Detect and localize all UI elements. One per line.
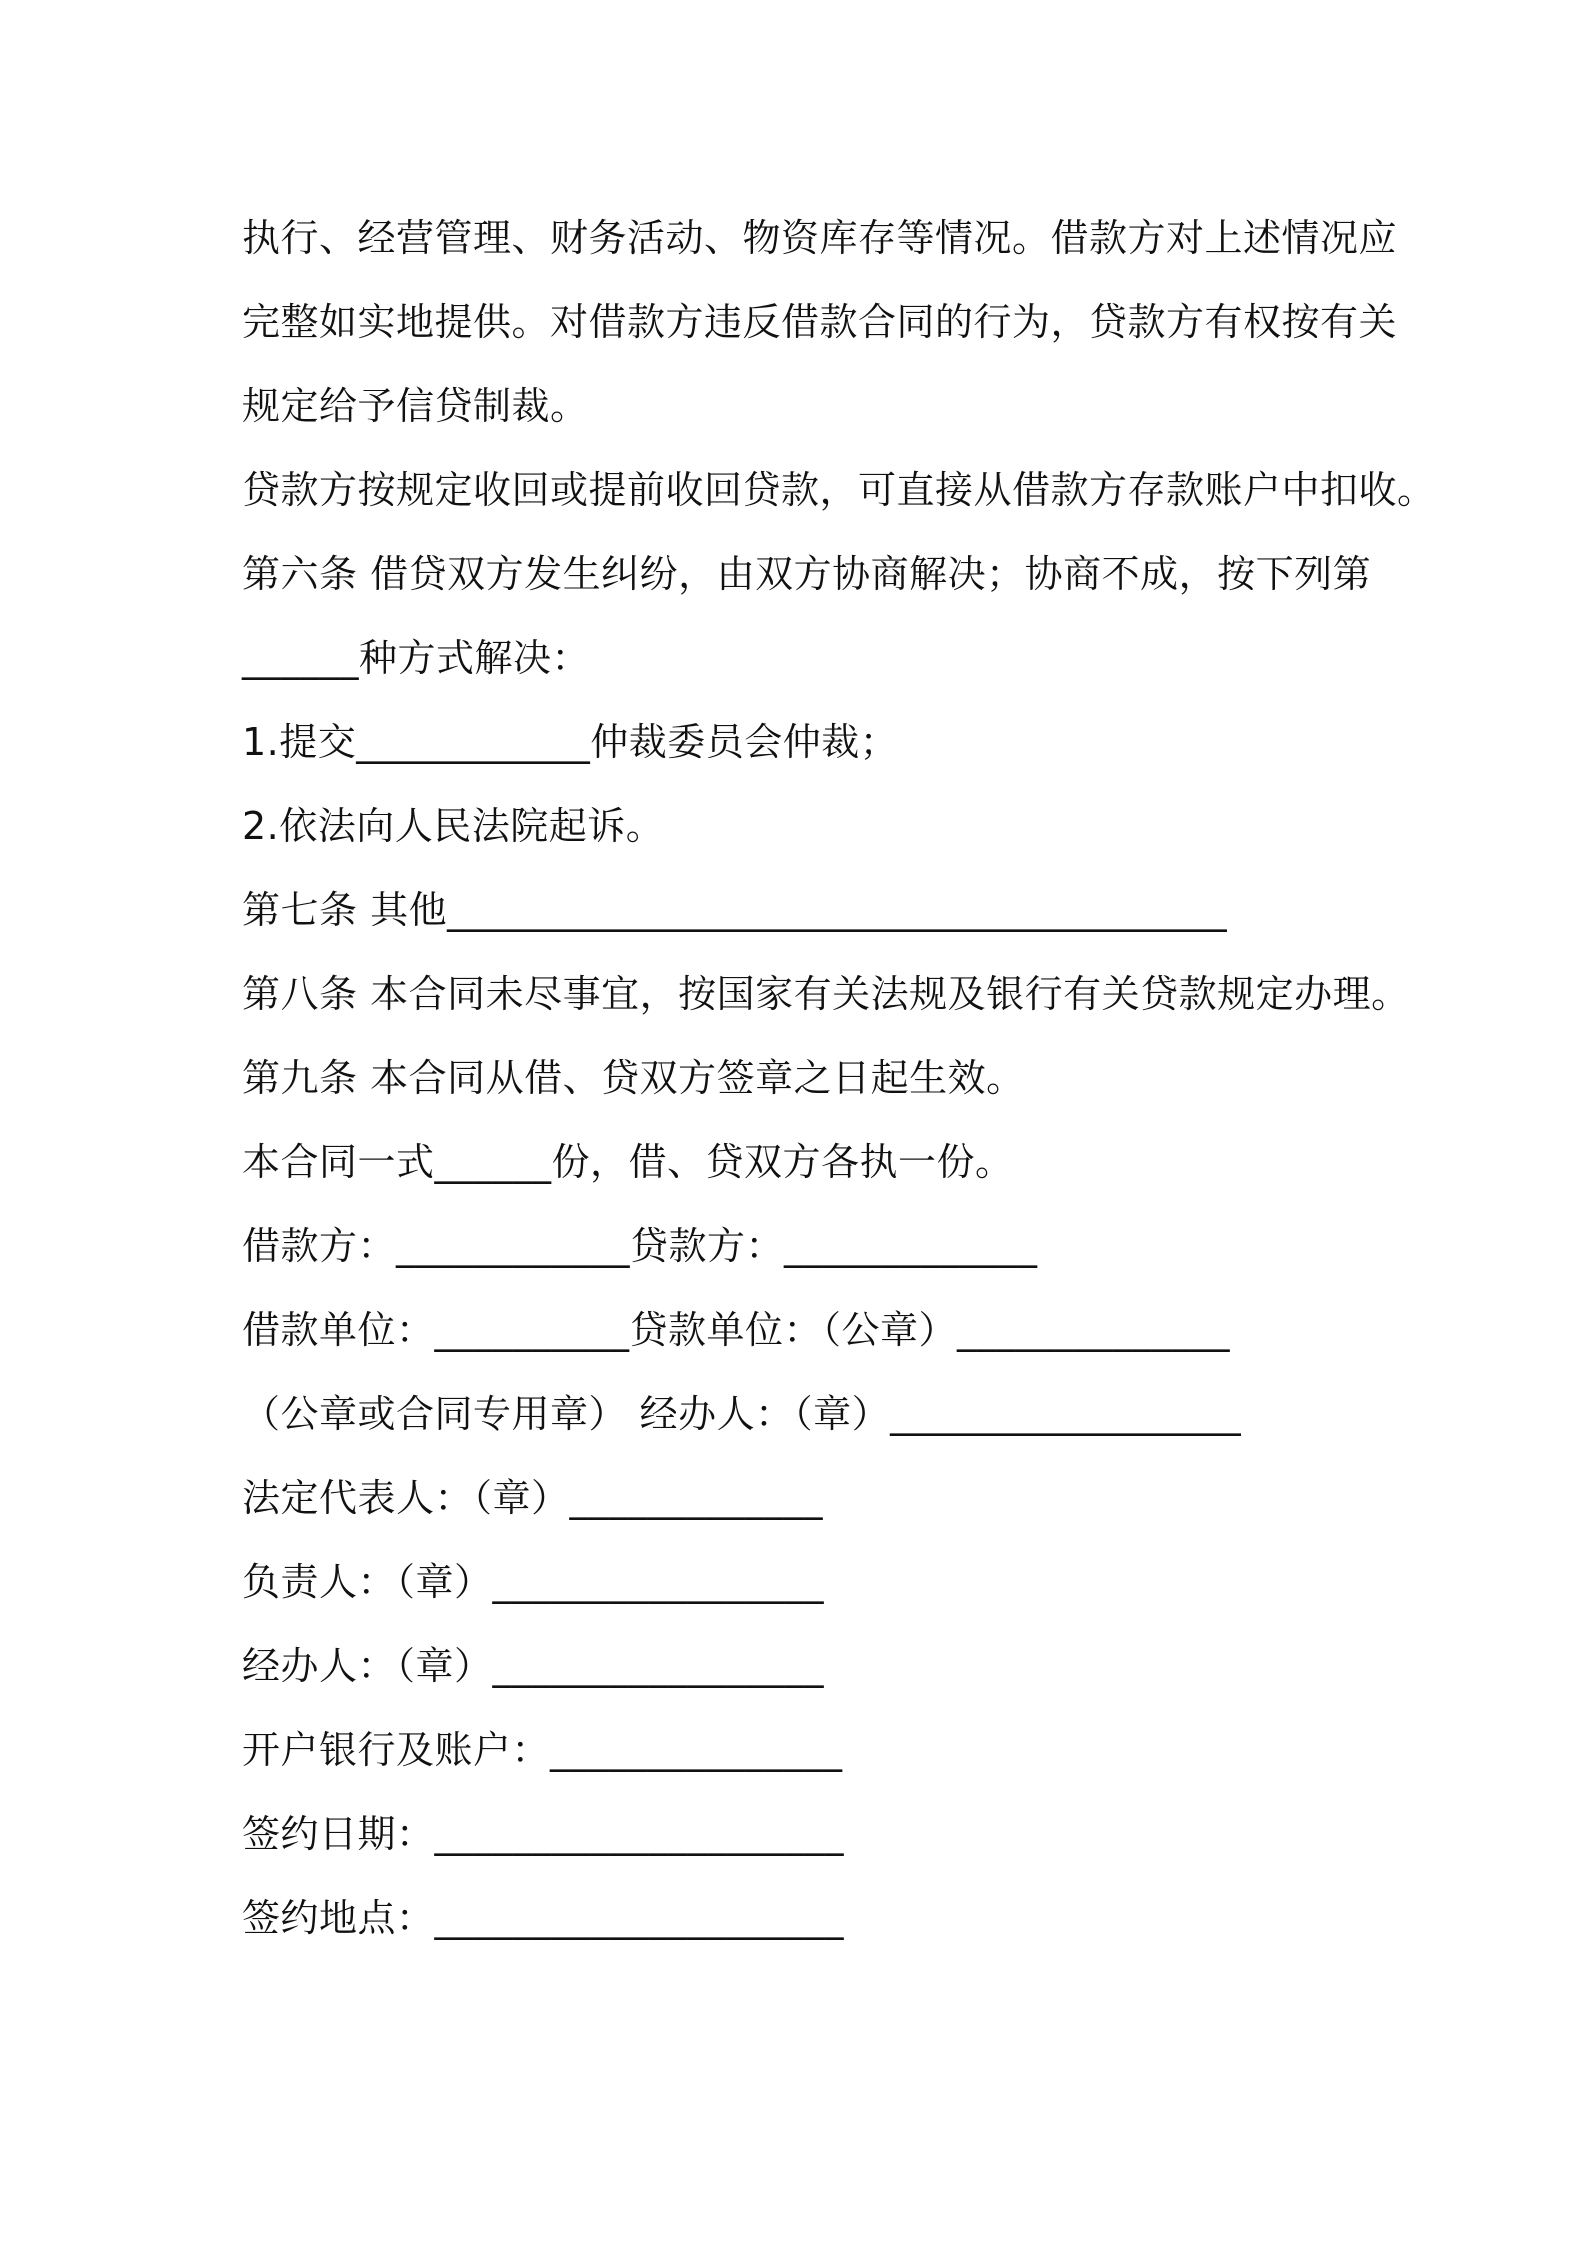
legal-representative-line: 法定代表人：（章）_____________ [242,1476,824,1520]
document-body [242,196,1542,1960]
article-6-line-2: ______种方式解决： [242,636,591,680]
article-8: 第八条 本合同未尽事宜，按国家有关法规及银行有关贷款规定办理。 [242,972,1410,1016]
repayment-clause: 贷款方按规定收回或提前收回贷款，可直接从借款方存款账户中扣收。 [242,468,1436,512]
seal-handler-line: （公章或合同专用章） 经办人：（章）__________________ [242,1392,1242,1436]
dispute-option-1: 1.提交____________仲裁委员会仲裁； [242,720,899,764]
article-6-line-1: 第六条 借贷双方发生纠纷，由双方协商解决；协商不成，按下列第 [242,552,1372,596]
borrower-lender-line: 借款方：____________贷款方：_____________ [242,1224,1038,1268]
body-line-1: 执行、经营管理、财务活动、物资库存等情况。借款方对上述情况应 [242,216,1398,260]
borrowing-lending-unit-line: 借款单位：__________贷款单位：（公章）______________ [242,1308,1231,1352]
handler-line: 经办人：（章）_________________ [242,1644,825,1688]
article-7: 第七条 其他________________________________________ [242,888,1228,932]
bank-account-line: 开户银行及账户：_______________ [242,1728,843,1772]
body-line-3: 规定给予信贷制裁。 [242,384,589,428]
copies-clause: 本合同一式______份，借、贷双方各执一份。 [242,1140,1014,1184]
signing-date-line: 签约日期：_____________________ [242,1812,845,1856]
responsible-person-line: 负责人：（章）_________________ [242,1560,825,1604]
body-line-2: 完整如实地提供。对借款方违反借款合同的行为，贷款方有权按有关 [242,300,1398,344]
dispute-option-2: 2.依法向人民法院起诉。 [242,804,665,848]
signing-place-line: 签约地点：_____________________ [242,1896,845,1940]
article-9: 第九条 本合同从借、贷双方签章之日起生效。 [242,1056,1025,1100]
